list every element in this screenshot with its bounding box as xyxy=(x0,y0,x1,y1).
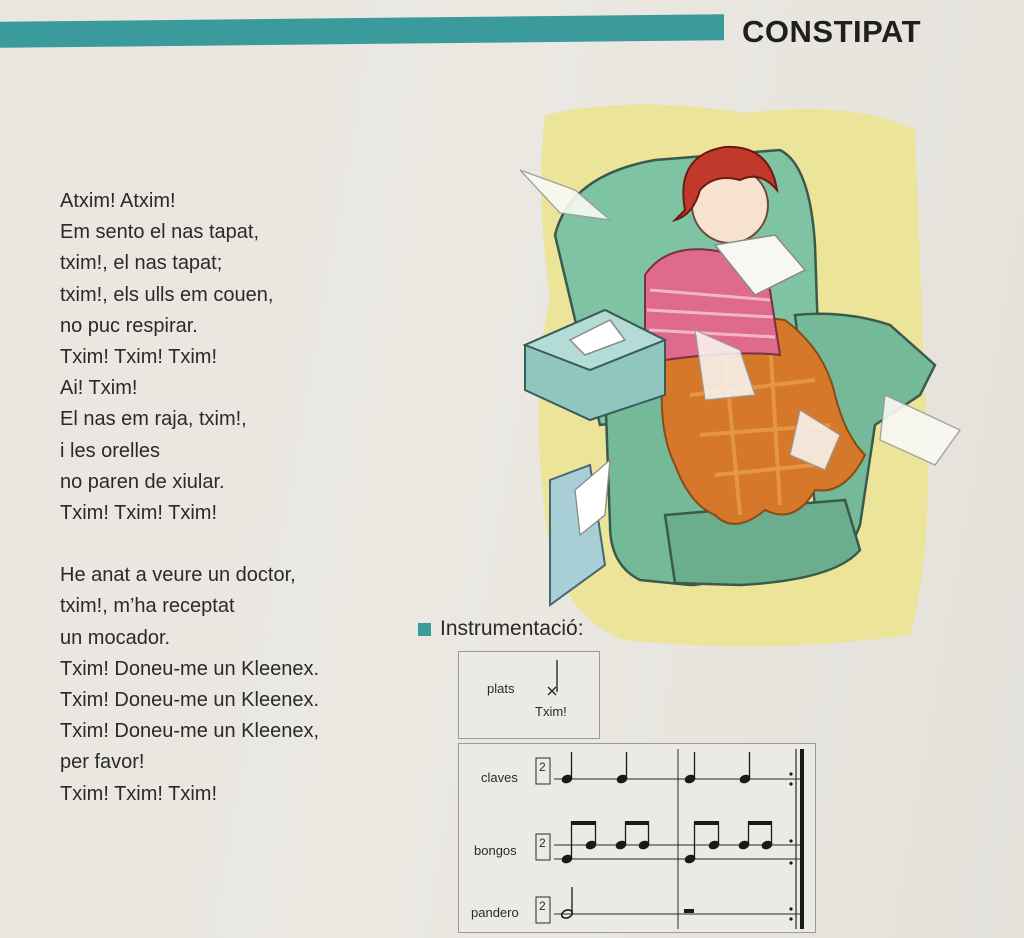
lyric-line: Atxim! Atxim! xyxy=(60,190,176,212)
instrumentation-heading-text: Instrumentació: xyxy=(440,617,584,640)
page-title: CONSTIPAT xyxy=(742,14,922,49)
lyric-line: un mocador. xyxy=(60,626,171,649)
repeat-dots xyxy=(789,772,792,920)
plats-label: plats xyxy=(487,681,515,696)
svg-text:2: 2 xyxy=(539,899,546,913)
lyric-line: Txim! Doneu-me un Kleenex. xyxy=(60,689,320,712)
instrumentation-heading xyxy=(418,617,584,641)
lyric-line: txim!, els ulls em couen, xyxy=(60,283,274,306)
lyric-line: i les orelles xyxy=(60,439,161,462)
cymbal-note-icon xyxy=(543,658,567,700)
plats-notation-box xyxy=(458,651,600,739)
svg-text:2: 2 xyxy=(539,836,546,850)
lyric-line: txim!, el nas tapat; xyxy=(60,252,223,275)
lyric-line: txim!, m’ha receptat xyxy=(60,595,235,618)
bullet-square-icon xyxy=(418,623,431,636)
lyric-line: Em sento el nas tapat, xyxy=(60,221,260,244)
bongos-notes xyxy=(561,821,773,864)
svg-text:2: 2 xyxy=(539,760,546,774)
instrument-label-bongos: bongos xyxy=(474,843,517,858)
instrument-label-claves: claves xyxy=(481,770,518,785)
lyric-line: He anat a veure un doctor, xyxy=(60,564,296,587)
lyric-line: no paren de xiular. xyxy=(60,470,225,493)
instrument-label-pandero: pandero xyxy=(471,905,519,920)
lyric-line: no puc respirar. xyxy=(60,314,198,337)
lyric-line: Txim! Txim! Txim! xyxy=(60,502,218,525)
time-signature-pandero xyxy=(536,897,550,923)
lyrics-stanza-1 xyxy=(60,186,440,529)
rhythm-staff xyxy=(534,744,814,932)
time-signature-claves xyxy=(536,758,550,784)
pandero-notes xyxy=(561,887,694,919)
lyric-line: Txim! Doneu-me un Kleenex, xyxy=(60,720,320,743)
plats-note-text: Txim! xyxy=(535,704,567,719)
lyric-line: Txim! Txim! Txim! xyxy=(60,346,218,369)
lyric-line: Txim! Txim! Txim! xyxy=(60,782,218,805)
rhythm-score xyxy=(458,743,816,933)
lyric-line: Txim! Doneu-me un Kleenex. xyxy=(60,657,320,680)
lyric-line: El nas em raja, txim!, xyxy=(60,408,247,431)
time-signature-bongos xyxy=(536,834,550,860)
lyrics-stanza-2 xyxy=(60,560,440,810)
lyric-line: per favor! xyxy=(60,751,145,774)
song-lyrics xyxy=(60,186,440,841)
lyric-line: Ai! Txim! xyxy=(60,377,138,400)
illustration-sick-girl-armchair xyxy=(515,95,965,655)
